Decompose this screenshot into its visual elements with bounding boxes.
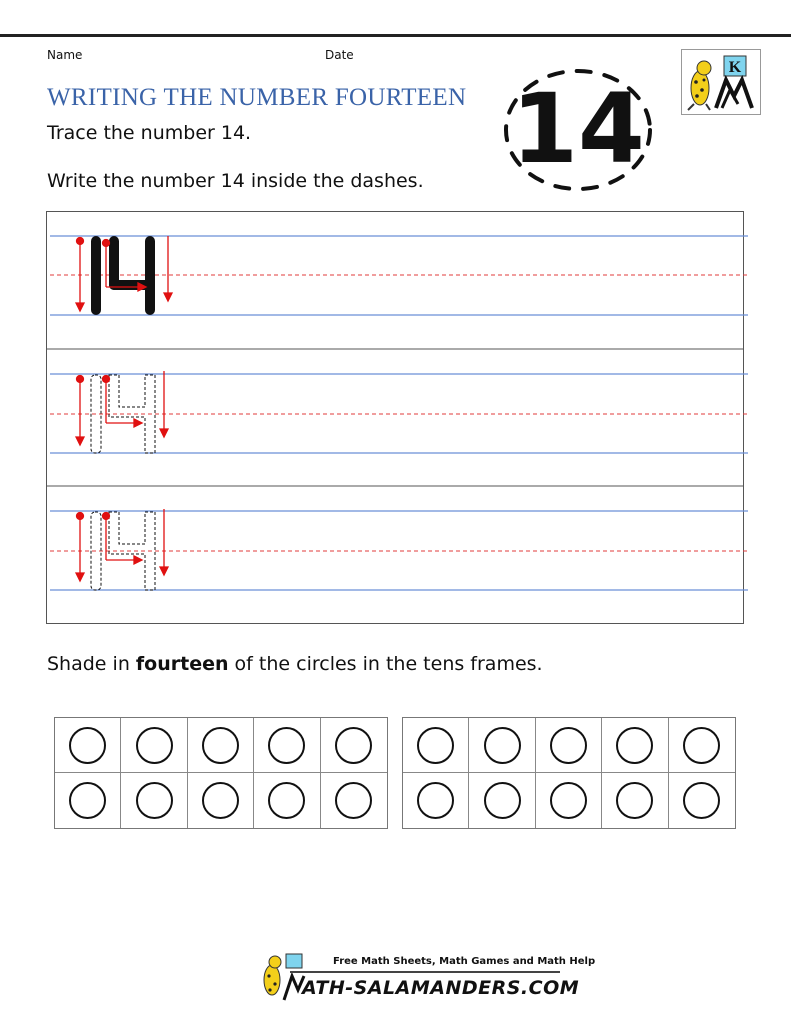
big-number: 14 — [511, 73, 645, 185]
frame-circle[interactable] — [616, 782, 653, 819]
dashed-number-badge — [496, 64, 660, 196]
tens-frame-1 — [54, 717, 388, 829]
frame-circle[interactable] — [268, 782, 305, 819]
trace-instruction: Trace the number 14. — [47, 122, 252, 144]
handwriting-lines — [46, 211, 749, 624]
frame-circle[interactable] — [616, 727, 653, 764]
frame-circle[interactable] — [484, 727, 521, 764]
date-label: Date — [325, 48, 354, 62]
footer-site: ATH-SALAMANDERS.COM — [302, 977, 580, 999]
footer-tagline: Free Math Sheets, Math Games and Math Help — [333, 956, 596, 967]
logo — [681, 49, 761, 115]
frame-circle[interactable] — [417, 782, 454, 819]
top-rule — [0, 34, 791, 37]
page-title: WRITING THE NUMBER FOURTEEN — [47, 84, 467, 111]
shade-instruction: Shade in fourteen of the circles in the tens frames. — [47, 653, 543, 675]
frame-circle[interactable] — [136, 782, 173, 819]
stroke-arrows-row1 — [76, 236, 172, 311]
frame-circle[interactable] — [484, 782, 521, 819]
write-instruction: Write the number 14 inside the dashes. — [47, 170, 424, 192]
stroke-arrows-row2 — [76, 371, 168, 445]
frame-circle[interactable] — [417, 727, 454, 764]
frame-circle[interactable] — [202, 727, 239, 764]
frame-circle[interactable] — [268, 727, 305, 764]
name-label: Name — [47, 48, 83, 62]
footer-logo-icon — [258, 950, 308, 1002]
frame-circle[interactable] — [683, 727, 720, 764]
frame-circle[interactable] — [335, 727, 372, 764]
frame-circle[interactable] — [683, 782, 720, 819]
logo-letter: K — [728, 59, 742, 76]
frame-circle[interactable] — [550, 727, 587, 764]
footer-rule — [290, 971, 560, 973]
frame-circle[interactable] — [136, 727, 173, 764]
frame-circle[interactable] — [335, 782, 372, 819]
stroke-arrows-row3 — [76, 509, 168, 581]
frame-circle[interactable] — [550, 782, 587, 819]
tens-frame-2 — [402, 717, 736, 829]
frame-circle[interactable] — [69, 782, 106, 819]
frame-circle[interactable] — [69, 727, 106, 764]
frame-circle[interactable] — [202, 782, 239, 819]
